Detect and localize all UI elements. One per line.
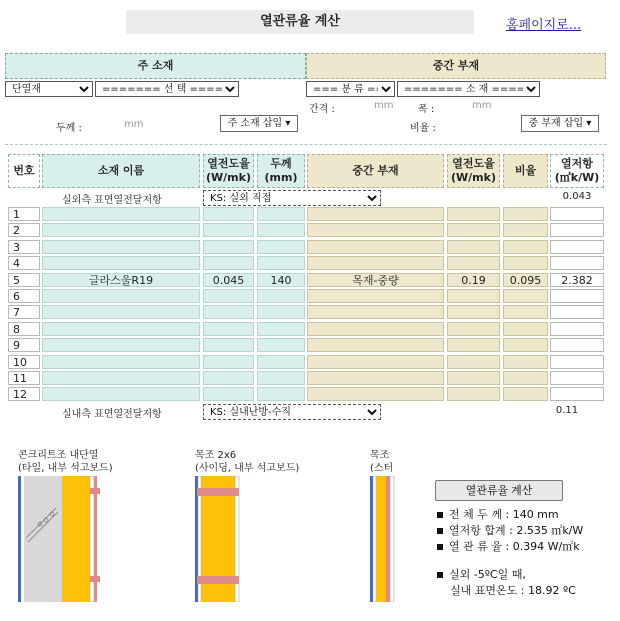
thickness-cell[interactable]: [257, 223, 305, 237]
main-material-header: 주 소재: [5, 53, 306, 79]
ratio-label: 비율 :: [410, 123, 436, 134]
mid-member-cell[interactable]: [307, 223, 444, 237]
material-name-cell[interactable]: [42, 207, 200, 221]
resistance-cell[interactable]: [550, 338, 604, 352]
row-number: 11: [8, 371, 40, 385]
resistance-cell[interactable]: [550, 387, 604, 401]
col-thickness-header: 두께 (mm): [257, 154, 305, 188]
row-number: 9: [8, 338, 40, 352]
ratio-cell[interactable]: [503, 223, 548, 237]
resistance-cell[interactable]: 2.382: [550, 273, 604, 287]
material-name-cell[interactable]: 글라스울R19: [42, 273, 200, 287]
result-resistance-sum: 열저항 합계 : 2.535 ㎡k/W: [437, 522, 583, 538]
ratio-cell[interactable]: [503, 256, 548, 270]
thickness-cell[interactable]: [257, 322, 305, 336]
thickness-cell[interactable]: [257, 305, 305, 319]
mid-member-cell[interactable]: [307, 355, 444, 369]
bullet-icon: [437, 544, 443, 550]
thickness-cell[interactable]: [257, 256, 305, 270]
row-number: 12: [8, 387, 40, 401]
width-unit: mm: [472, 100, 492, 111]
col-resistance-header: 열저항 (㎡k/W): [550, 154, 604, 188]
mid-conductivity-cell[interactable]: [447, 355, 500, 369]
thickness-cell[interactable]: [257, 338, 305, 352]
bullet-icon: [437, 528, 443, 534]
section-divider: [5, 144, 607, 145]
col-ratio-header: 비율: [503, 154, 548, 188]
thickness-label: 두께 :: [56, 123, 82, 134]
resistance-cell[interactable]: [550, 289, 604, 303]
mid-class-select[interactable]: [306, 81, 395, 97]
material-type-select[interactable]: [5, 81, 93, 97]
col-no-header: 번호: [8, 154, 40, 188]
mid-member-cell[interactable]: [307, 387, 444, 401]
ratio-cell[interactable]: [503, 207, 548, 221]
insert-main-material-button[interactable]: 주 소재 삽입 ▾: [220, 115, 298, 132]
mid-conductivity-cell[interactable]: [447, 387, 500, 401]
wood-stud-wall-diagram[interactable]: [370, 476, 400, 602]
row-number: 8: [8, 322, 40, 336]
resistance-cell[interactable]: [550, 322, 604, 336]
inner-surface-value: 0.11: [555, 405, 579, 416]
concrete-wall-diagram[interactable]: [18, 476, 108, 602]
thickness-cell[interactable]: [257, 387, 305, 401]
row-number: 5: [8, 273, 40, 287]
ratio-cell[interactable]: [503, 305, 548, 319]
resistance-cell[interactable]: [550, 256, 604, 270]
conductivity-cell[interactable]: [203, 355, 254, 369]
material-name-cell[interactable]: [42, 289, 200, 303]
resistance-cell[interactable]: [550, 305, 604, 319]
mid-material-select[interactable]: [397, 81, 540, 97]
outer-surface-value: 0.043: [562, 191, 592, 202]
material-name-cell[interactable]: [42, 355, 200, 369]
col-mid-member-header: 중간 부재: [307, 154, 444, 188]
ratio-cell[interactable]: [503, 240, 548, 254]
mid-conductivity-cell[interactable]: [447, 223, 500, 237]
example-concrete-title: 콘크리트조 내단열 (타일, 내부 석고보드): [18, 450, 113, 474]
result-u-value: 열 관 류 율 : 0.394 W/㎡k: [437, 538, 580, 554]
thickness-unit: mm: [124, 119, 144, 130]
material-name-cell[interactable]: [42, 322, 200, 336]
conductivity-cell[interactable]: [203, 305, 254, 319]
thickness-cell[interactable]: [257, 371, 305, 385]
inner-surface-label: 실내측 표면열전달저항: [62, 409, 162, 420]
bullet-icon: [437, 572, 443, 578]
ratio-cell[interactable]: [503, 355, 548, 369]
conductivity-cell[interactable]: [203, 387, 254, 401]
row-number: 7: [8, 305, 40, 319]
mid-conductivity-cell[interactable]: [447, 322, 500, 336]
ratio-cell[interactable]: [503, 289, 548, 303]
ratio-cell[interactable]: [503, 371, 548, 385]
mid-member-header: 중간 부재: [306, 53, 606, 79]
material-name-cell[interactable]: [42, 371, 200, 385]
material-name-cell[interactable]: [42, 387, 200, 401]
mid-member-cell[interactable]: [307, 371, 444, 385]
spacing-unit: mm: [374, 100, 394, 111]
material-choose-select[interactable]: [95, 81, 239, 97]
mid-member-cell[interactable]: [307, 207, 444, 221]
row-number: 1: [8, 207, 40, 221]
ratio-cell[interactable]: [503, 387, 548, 401]
spacing-label: 간격 :: [309, 104, 335, 115]
conductivity-cell[interactable]: [203, 207, 254, 221]
mid-member-cell[interactable]: [307, 256, 444, 270]
conductivity-cell[interactable]: [203, 240, 254, 254]
mid-member-cell[interactable]: [307, 240, 444, 254]
example-wood-2x6-title: 목조 2x6 (사이딩, 내부 석고보드): [195, 450, 300, 474]
conductivity-cell[interactable]: [203, 289, 254, 303]
col-mid-conductivity-header: 열전도율 (W/mk): [447, 154, 500, 188]
result-total-thickness: 전 체 두 께 : 140 mm: [437, 506, 559, 522]
ratio-cell[interactable]: [503, 322, 548, 336]
inner-surface-select[interactable]: [203, 404, 381, 420]
result-surface-temp: 실내 표면온도 : 18.92 ºC: [450, 584, 576, 597]
mid-conductivity-cell[interactable]: [447, 338, 500, 352]
thickness-cell[interactable]: [257, 289, 305, 303]
mid-conductivity-cell[interactable]: 0.19: [447, 273, 500, 287]
thickness-cell[interactable]: 140: [257, 273, 305, 287]
mid-conductivity-cell[interactable]: [447, 256, 500, 270]
thickness-cell[interactable]: [257, 207, 305, 221]
thickness-cell[interactable]: [257, 355, 305, 369]
outer-surface-select[interactable]: [203, 190, 381, 206]
conductivity-cell[interactable]: [203, 256, 254, 270]
home-link[interactable]: 홈페이지로...: [506, 18, 582, 33]
mid-member-cell[interactable]: [307, 289, 444, 303]
mid-conductivity-cell[interactable]: [447, 207, 500, 221]
material-name-cell[interactable]: [42, 223, 200, 237]
width-label: 폭 :: [418, 104, 435, 115]
wood-2x6-wall-diagram[interactable]: [195, 476, 265, 602]
mid-member-cell[interactable]: [307, 338, 444, 352]
ratio-cell[interactable]: [503, 338, 548, 352]
resistance-cell[interactable]: [550, 240, 604, 254]
resistance-cell[interactable]: [550, 355, 604, 369]
conductivity-cell[interactable]: [203, 338, 254, 352]
outer-surface-label: 실외측 표면열전달저항: [62, 195, 162, 206]
mid-conductivity-cell[interactable]: [447, 305, 500, 319]
conductivity-cell[interactable]: 0.045: [203, 273, 254, 287]
mid-member-cell[interactable]: 목재-중량: [307, 273, 444, 287]
col-conductivity-header: 열전도율 (W/mk): [203, 154, 254, 188]
row-number: 10: [8, 355, 40, 369]
row-number: 3: [8, 240, 40, 254]
ratio-cell[interactable]: 0.095: [503, 273, 548, 287]
calculate-u-value-button[interactable]: 열관류율 계산: [435, 480, 563, 501]
thickness-cell[interactable]: [257, 240, 305, 254]
mid-conductivity-cell[interactable]: [447, 240, 500, 254]
row-number: 4: [8, 256, 40, 270]
mid-member-cell[interactable]: [307, 305, 444, 319]
material-name-cell[interactable]: [42, 240, 200, 254]
conductivity-cell[interactable]: [203, 371, 254, 385]
bullet-icon: [437, 512, 443, 518]
resistance-cell[interactable]: [550, 371, 604, 385]
material-name-cell[interactable]: [42, 256, 200, 270]
page-title: 열관류율 계산: [126, 10, 474, 34]
material-name-cell[interactable]: [42, 338, 200, 352]
mid-member-cell[interactable]: [307, 322, 444, 336]
example-wood-stud-title: 목조 (스터: [370, 450, 394, 474]
insert-mid-member-button[interactable]: 중 부재 삽입 ▾: [521, 115, 599, 132]
col-name-header: 소재 이름: [42, 154, 200, 188]
row-number: 2: [8, 223, 40, 237]
conductivity-cell[interactable]: [203, 322, 254, 336]
mid-conductivity-cell[interactable]: [447, 371, 500, 385]
resistance-cell[interactable]: [550, 207, 604, 221]
conductivity-cell[interactable]: [203, 223, 254, 237]
resistance-cell[interactable]: [550, 223, 604, 237]
mid-conductivity-cell[interactable]: [447, 289, 500, 303]
material-name-cell[interactable]: [42, 305, 200, 319]
row-number: 6: [8, 289, 40, 303]
result-condition: 실외 -5ºC일 때,: [437, 566, 526, 582]
